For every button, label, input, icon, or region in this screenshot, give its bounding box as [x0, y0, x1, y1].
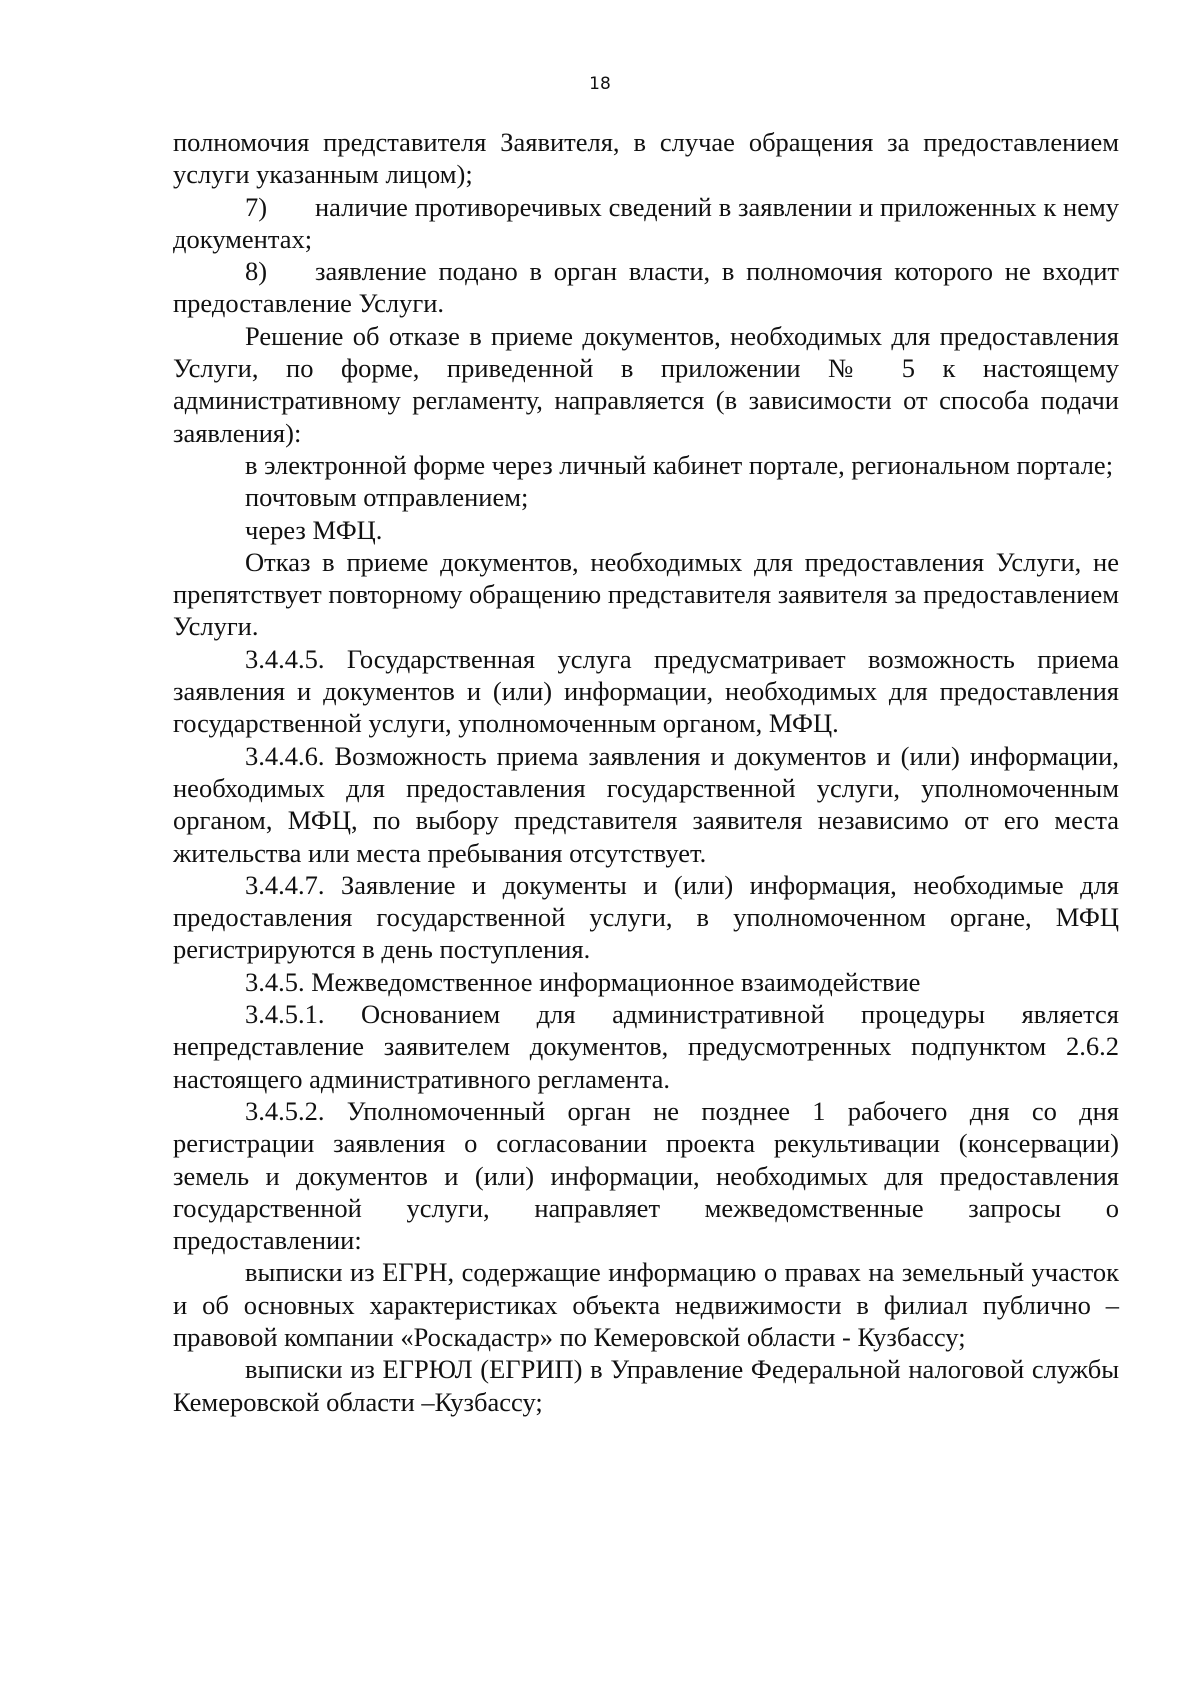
paragraph-egrul-extract: выписки из ЕГРЮЛ (ЕГРИП) в Управление Федеральной налоговой службы Кемеровской области –Кузбассу;: [173, 1354, 1119, 1417]
list-item-text: заявление подано в орган власти, в полномочия которого не входит предоставление Услуги.: [173, 256, 1119, 319]
paragraph-electronic-form: в электронной форме через личный кабинет портале, региональном портале;: [245, 449, 1114, 480]
paragraph-egrn-extract: выписки из ЕГРН, содержащие информацию о правах на земельный участок и об основных характеристиках объекта недвижимости в филиал публично – правовой компании «Роскадастр» по Кемеровской области - Кузбассу;: [173, 1257, 1119, 1352]
paragraph-3-4-4-5: 3.4.4.5. Государственная услуга предусматривает возможность приема заявления и документов и (или) информации, необходимых для предоставления государственной услуги, уполномоченным органом, МФЦ.: [173, 643, 1119, 739]
list-item-7: [173, 191, 1119, 256]
page-number: 18: [589, 74, 611, 94]
paragraph-refusal-decision: Решение об отказе в приеме документов, необходимых для предоставления Услуги, по форме, приведенной в приложении № 5 к настоящему административному регламенту, направляется (в зависимости от способа подачи заявления):: [173, 320, 1119, 448]
list-item-8: [173, 255, 1119, 320]
section-heading-3-4-5: 3.4.5. Межведомственное информационное взаимодействие: [245, 966, 921, 997]
list-item-text: наличие противоречивых сведений в заявлении и приложенных к нему документах;: [173, 191, 1119, 254]
paragraph-refusal-no-obstacle: Отказ в приеме документов, необходимых для предоставления Услуги, не препятствует повторному обращению представителя заявителя за предоставлением Услуги.: [173, 546, 1119, 642]
paragraph-continuation: полномочия представителя Заявителя, в случае обращения за предоставлением услуги указанным лицом);: [173, 127, 1119, 190]
list-item-number: 7): [245, 191, 268, 222]
paragraph-3-4-5-2: 3.4.5.2. Уполномоченный орган не позднее 1 рабочего дня со дня регистрации заявления о согласовании проекта рекультивации (консервации) земель и документов и (или) информации, необходимых для предоставления государственной услуги, направляет межведомственные запросы о предоставлении:: [173, 1095, 1119, 1256]
paragraph-3-4-5-1: 3.4.5.1. Основанием для административной процедуры является непредставление заявителем документов, предусмотренных подпунктом 2.6.2 настоящего административного регламента.: [173, 999, 1119, 1094]
paragraph-3-4-4-7: 3.4.4.7. Заявление и документы и (или) информация, необходимые для предоставления государственной услуги, в уполномоченном органе, МФЦ регистрируются в день поступления.: [173, 869, 1119, 965]
document-body: [173, 126, 1119, 1418]
paragraph-postal: почтовым отправлением;: [245, 482, 529, 513]
list-item-number: 8): [245, 256, 268, 287]
paragraph-mfc: через МФЦ.: [245, 514, 383, 545]
paragraph-3-4-4-6: 3.4.4.6. Возможность приема заявления и документов и (или) информации, необходимых для предоставления государственной услуги, уполномоченным органом, МФЦ, по выбору представителя заявителя независимо от его места жительства или места пребывания отсутствует.: [173, 740, 1119, 868]
